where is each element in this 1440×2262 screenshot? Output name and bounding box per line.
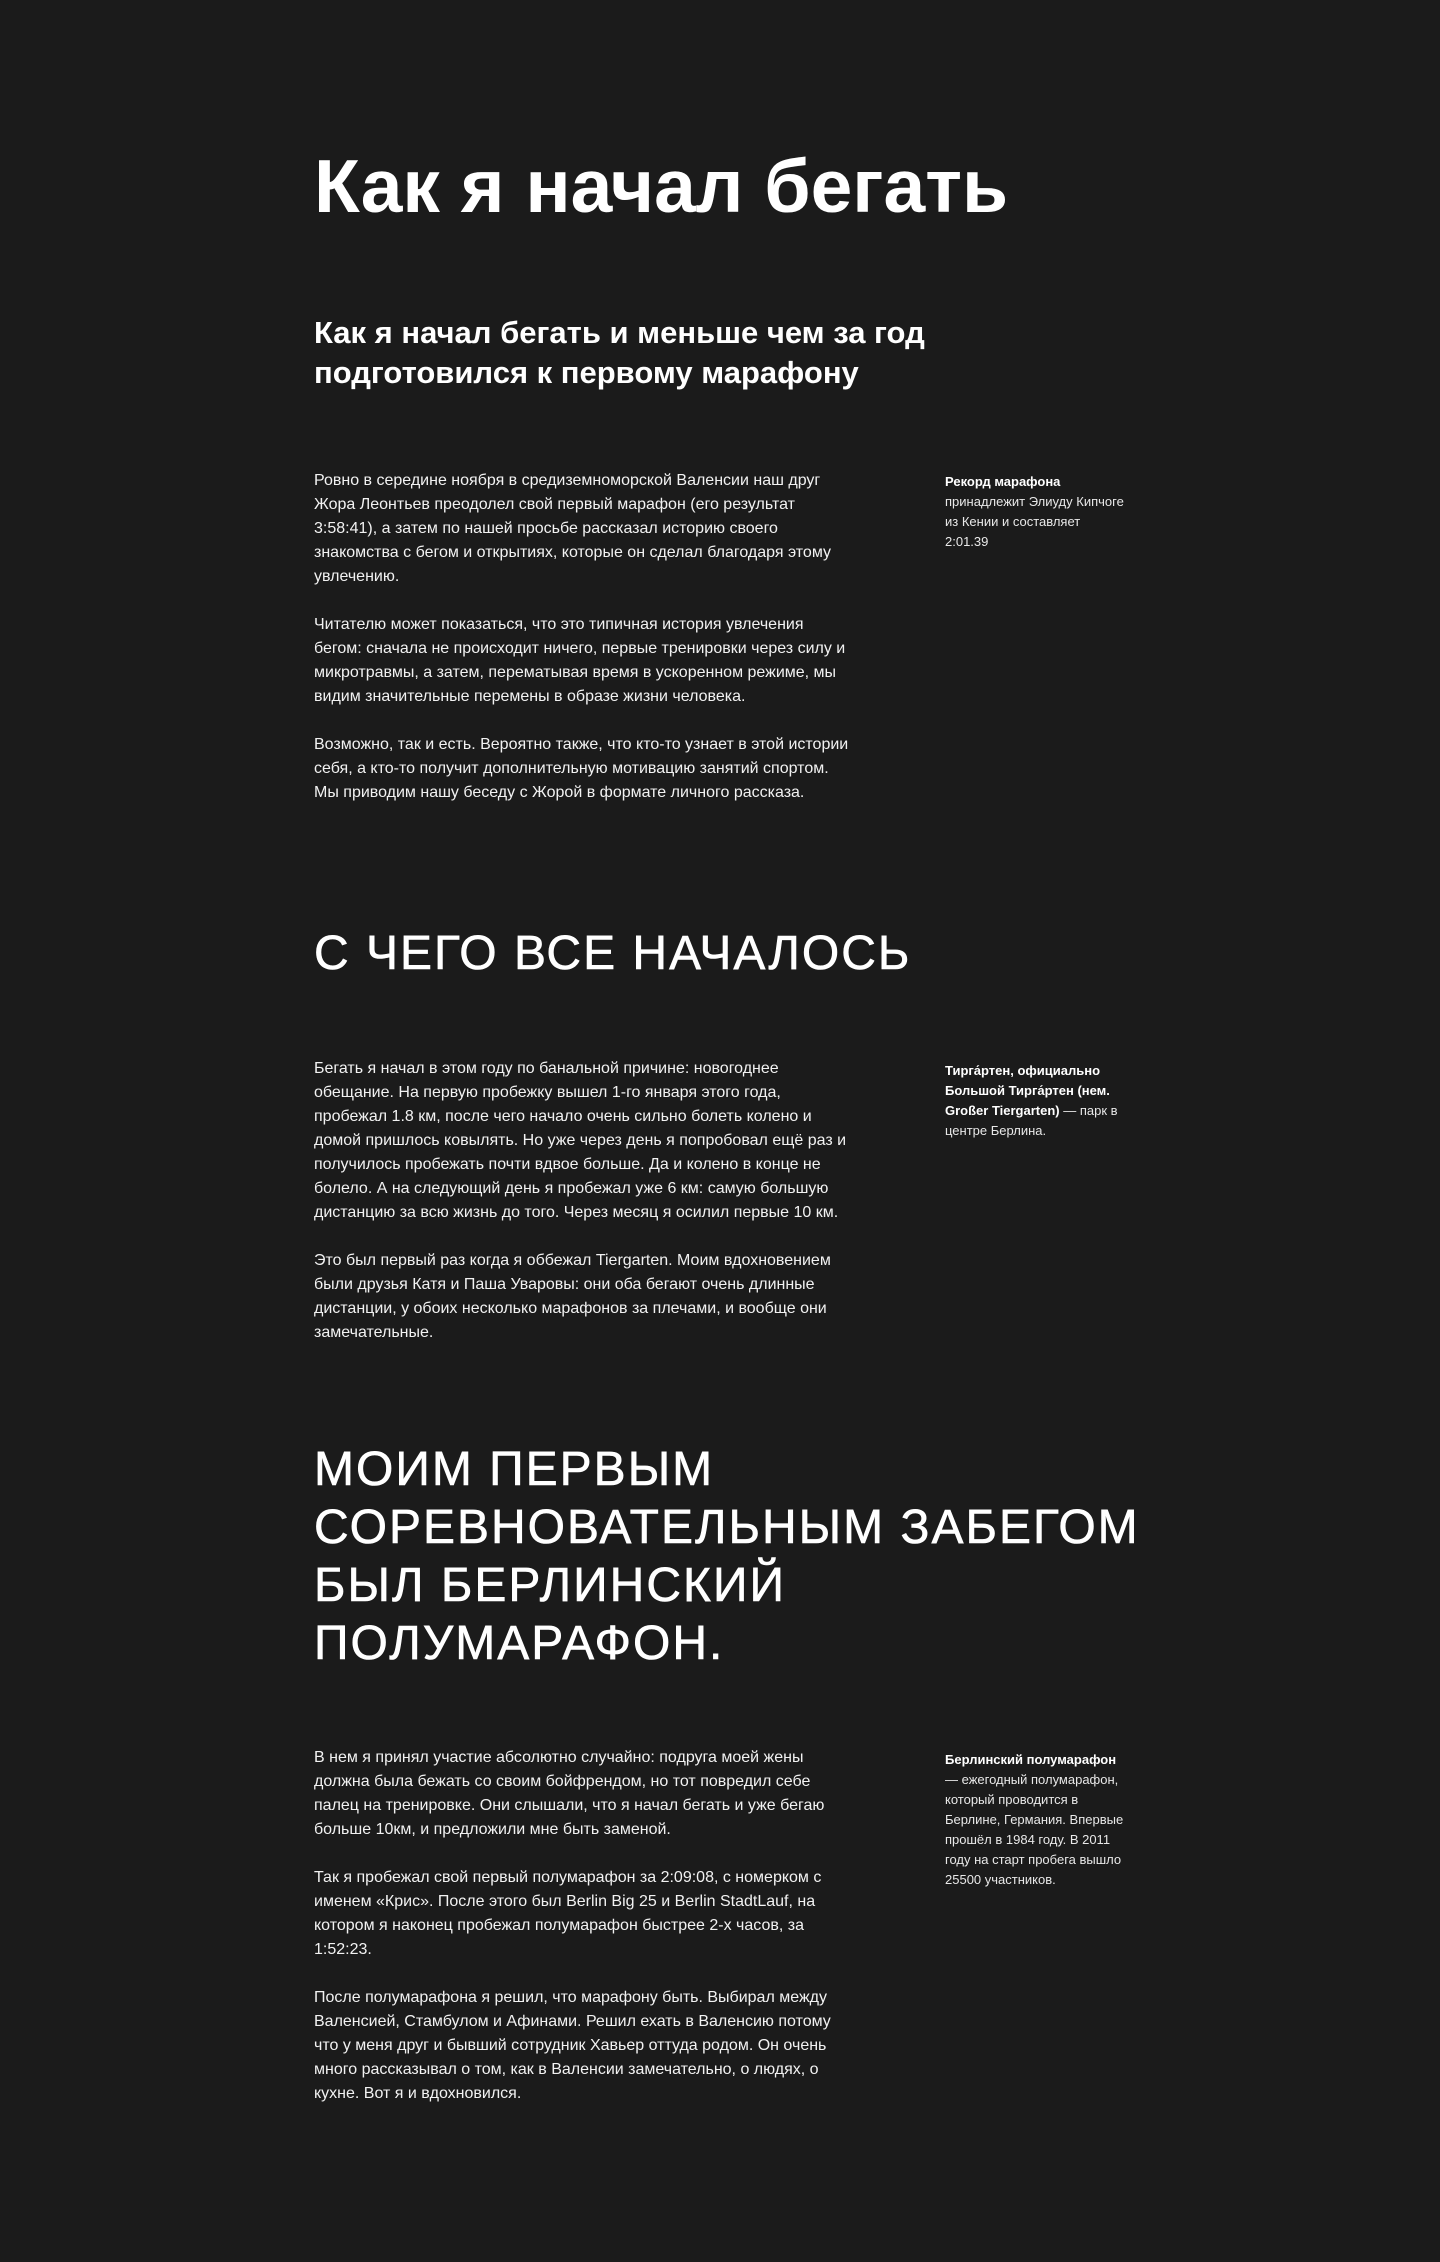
sidenote-tiergarten bbox=[945, 1061, 1125, 1141]
paragraph: После полумарафона я решил, что марафону быть. Выбирал между Валенсией, Стамбулом и Афинами. Решил ехать в Валенсию потому что у меня друг и бывший сотрудник Хавьер оттуда родом. Он очень много рассказывал о том, как в Валенсии замечательно, о людях, о кухне. Вот я и вдохновился. bbox=[314, 1989, 831, 2102]
article-title: Как я начал бегать bbox=[314, 144, 1009, 228]
sidenote-marathon-record bbox=[945, 472, 1125, 552]
section-start-body bbox=[314, 1057, 854, 1369]
sidenote-term: Тирга́ртен, официально Большой Тирга́ртен (нем. Großer Tiergarten) bbox=[945, 1063, 1110, 1118]
section-heading-start: С ЧЕГО ВСЕ НАЧАЛОСЬ bbox=[314, 927, 912, 980]
sidenote-term: Рекорд марафона bbox=[945, 474, 1061, 489]
sidenote-berlin-half-marathon bbox=[945, 1750, 1125, 1890]
paragraph: Ровно в середине ноября в средиземноморской Валенсии наш друг Жора Леонтьев преодолел свой первый марафон (его результат 3:58:41), а затем по нашей просьбе рассказал историю своего знакомства с бегом и открытиях, которые он сделал благодаря этому увлечению. bbox=[314, 472, 831, 585]
article-subtitle: Как я начал бегать и меньше чем за год подготовился к первому марафону bbox=[314, 315, 925, 390]
sidenote-term: Берлинский полумарафон bbox=[945, 1752, 1117, 1767]
sidenote-text: — ежегодный полумарафон, который проводится в Берлине, Германия. Впервые прошёл в 1984 году. В 2011 году на старт пробега вышло 25500 участников. bbox=[945, 1772, 1124, 1887]
paragraph: Так я пробежал свой первый полумарафон за 2:09:08, с номерком с именем «Крис». После этого был Berlin Big 25 и Berlin StadtLauf, на котором я наконец пробежал полумарафон быстрее 2-х часов, за 1:52:23. bbox=[314, 1869, 822, 1958]
paragraph: Читателю может показаться, что это типичная история увлечения бегом: сначала не происходит ничего, первые тренировки через силу и микротравмы, а затем, перематывая время в ускоренном режиме, мы видим значительные перемены в образе жизни человека. bbox=[314, 616, 846, 705]
paragraph: Возможно, так и есть. Вероятно также, что кто-то узнает в этой истории себя, а кто-то получит дополнительную мотивацию занятий спортом. Мы приводим нашу беседу с Жорой в формате личного рассказа. bbox=[314, 736, 849, 801]
sidenote-text: — парк в центре Берлина. bbox=[945, 1103, 1118, 1138]
sidenote-text: принадлежит Элиуду Кипчоге из Кении и составляет 2:01.39 bbox=[945, 494, 1124, 549]
paragraph: Бегать я начал в этом году по банальной причине: новогоднее обещание. На первую пробежку вышел 1-го января этого года, пробежал 1.8 км, после чего начало очень сильно болеть колено и домой пришлось ковылять. Но уже через день я попробовал ещё раз и получилось пробежать почти вдвое больше. Да и колено в конце не болело. А на следующий день я пробежал уже 6 км: самую большую дистанцию за всю жизнь до того. Через месяц я осилил первые 10 км. bbox=[314, 1060, 847, 1221]
section-heading-first-race: МОИМ ПЕРВЫМ СОРЕВНОВАТЕЛЬНЫМ ЗАБЕГОМ БЫЛ БЕРЛИНСКИЙ ПОЛУМАРАФОН. bbox=[314, 1443, 1140, 1670]
section-first-race-body bbox=[314, 1746, 854, 2130]
paragraph: В нем я принял участие абсолютно случайно: подруга моей жены должна была бежать со своим бойфрендом, но тот повредил себе палец на тренировке. Они слышали, что я начал бегать и уже бегаю больше 10км, и предложили мне быть заменой. bbox=[314, 1749, 825, 1838]
intro-body bbox=[314, 469, 854, 829]
paragraph: Это был первый раз когда я оббежал Tiergarten. Моим вдохновением были друзья Катя и Паша Уваровы: они оба бегают очень длинные дистанции, у обоих несколько марафонов за плечами, и вообще они замечательные. bbox=[314, 1252, 831, 1341]
